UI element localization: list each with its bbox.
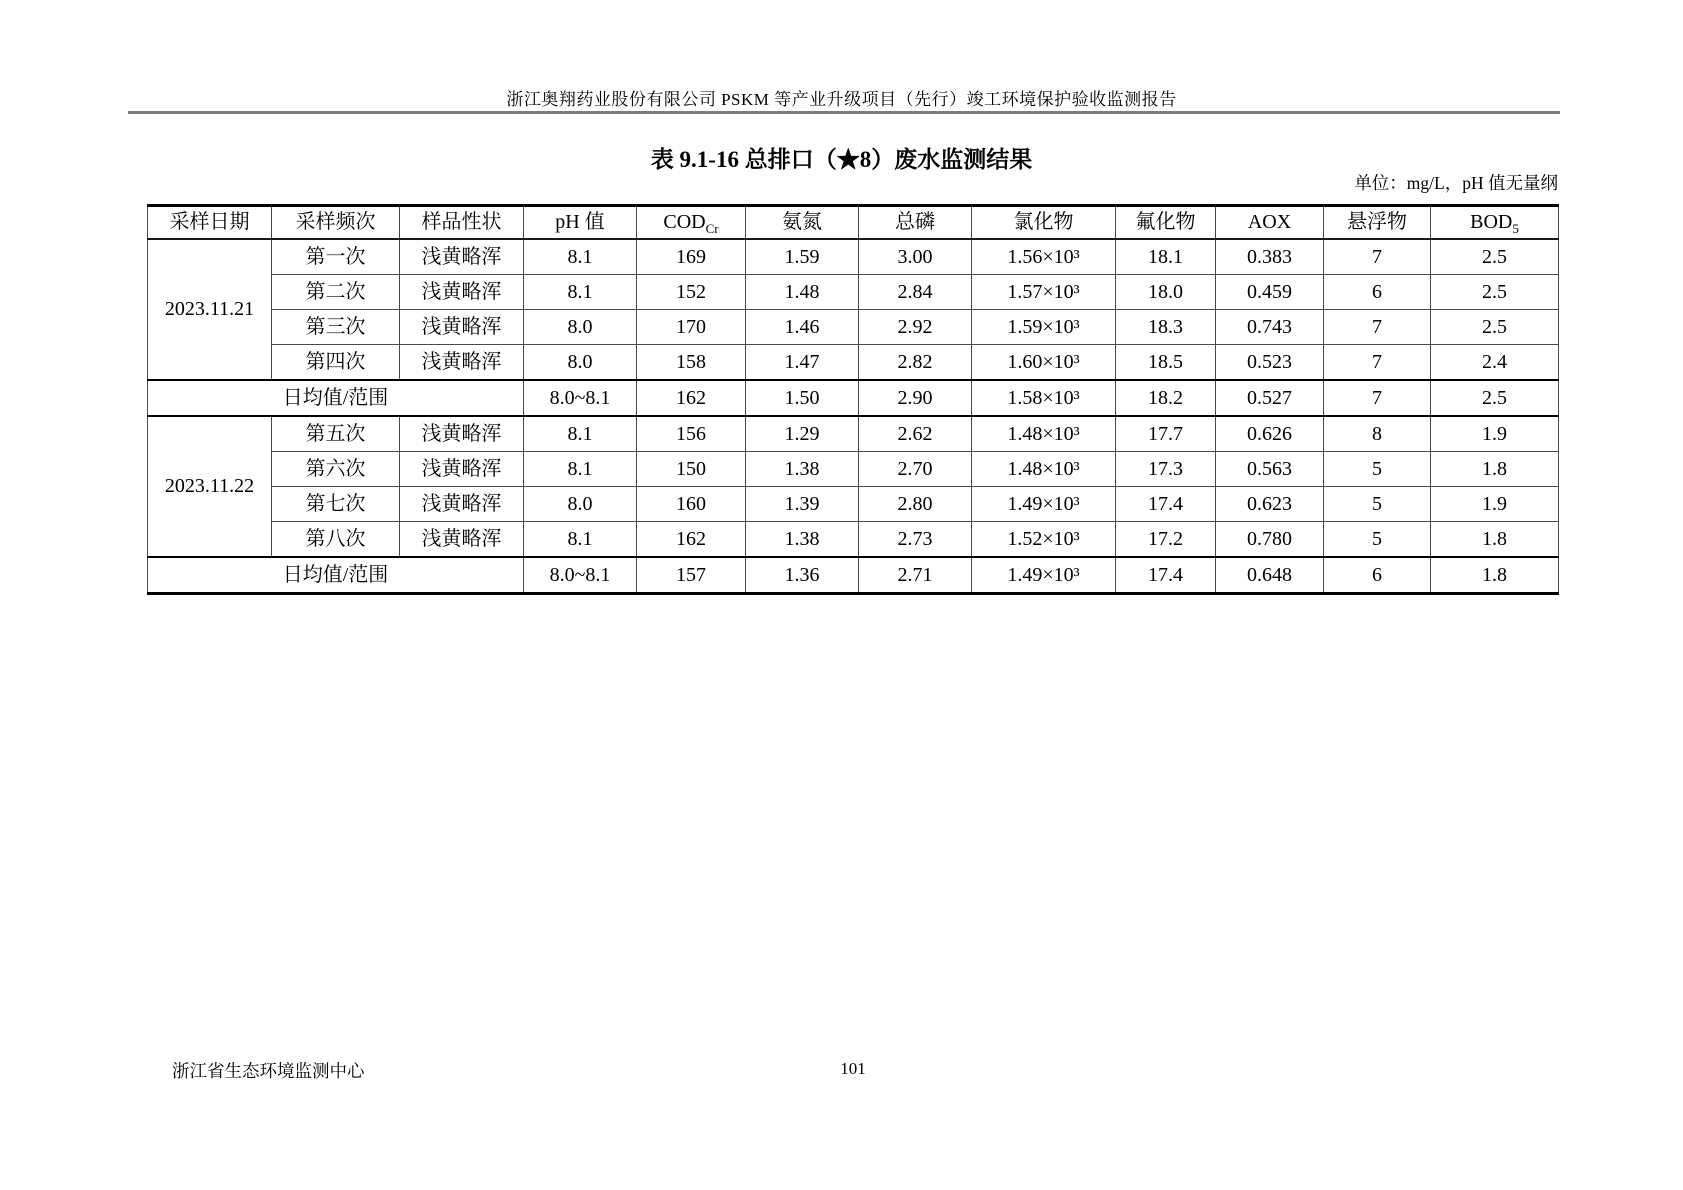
- document-header-text: 浙江奥翔药业股份有限公司 PSKM 等产业升级项目（先行）竣工环境保护验收监测报告: [506, 90, 1177, 109]
- col-header-sample-freq: 采样频次: [272, 206, 400, 240]
- table-cell: 17.4: [1116, 557, 1216, 594]
- table-cell: 1.9: [1431, 416, 1559, 452]
- table-cell: 第八次: [272, 522, 400, 558]
- table-cell: 2.71: [859, 557, 972, 594]
- table-cell: 1.49×10³: [972, 557, 1116, 594]
- col-header-sample-date: 采样日期: [148, 206, 272, 240]
- table-cell: 第一次: [272, 239, 400, 275]
- table-cell: 1.48: [746, 275, 859, 310]
- table-cell: 158: [637, 345, 746, 381]
- daily-average-label: 日均值/范围: [148, 380, 524, 416]
- table-cell: 浅黄略浑: [400, 487, 524, 522]
- table-cell: 1.8: [1431, 522, 1559, 558]
- table-cell: 8.0~8.1: [524, 380, 637, 416]
- table-cell: 浅黄略浑: [400, 239, 524, 275]
- table-cell: 2.5: [1431, 310, 1559, 345]
- table-cell: 第四次: [272, 345, 400, 381]
- col-header-ph: pH 值: [524, 206, 637, 240]
- table-cell: 8.0~8.1: [524, 557, 637, 594]
- table-cell: 1.58×10³: [972, 380, 1116, 416]
- table-title: 表 9.1-16 总排口（★8）废水监测结果: [650, 147, 1033, 172]
- table-cell: 160: [637, 487, 746, 522]
- table-cell: 150: [637, 452, 746, 487]
- table-cell: 2.80: [859, 487, 972, 522]
- table-cell: 17.2: [1116, 522, 1216, 558]
- table-cell: 18.5: [1116, 345, 1216, 381]
- table-cell: 8.1: [524, 239, 637, 275]
- table-row: [148, 487, 1559, 522]
- table-row: [148, 452, 1559, 487]
- daily-average-row: [148, 557, 1559, 594]
- table-cell: 18.2: [1116, 380, 1216, 416]
- table-cell: 6: [1324, 557, 1431, 594]
- table-cell: 2.5: [1431, 380, 1559, 416]
- table-cell: 1.36: [746, 557, 859, 594]
- table-cell: 3.00: [859, 239, 972, 275]
- table-cell: 1.57×10³: [972, 275, 1116, 310]
- table-cell: 156: [637, 416, 746, 452]
- table-cell: 8: [1324, 416, 1431, 452]
- table-cell: 0.527: [1216, 380, 1324, 416]
- table-row: [148, 522, 1559, 558]
- col-header-bod: $BOD_5$: [1431, 206, 1559, 240]
- table-cell: 8.0: [524, 487, 637, 522]
- table-cell: 1.39: [746, 487, 859, 522]
- table-cell: 8.0: [524, 310, 637, 345]
- table-cell: 152: [637, 275, 746, 310]
- table-cell: 162: [637, 522, 746, 558]
- table-cell: 8.0: [524, 345, 637, 381]
- wastewater-monitoring-table: [147, 204, 1559, 595]
- table-cell: 2.70: [859, 452, 972, 487]
- daily-average-row: [148, 380, 1559, 416]
- table-cell: 0.626: [1216, 416, 1324, 452]
- table-cell: 170: [637, 310, 746, 345]
- table-cell: 1.8: [1431, 557, 1559, 594]
- table-cell: 浅黄略浑: [400, 522, 524, 558]
- table-cell: 第二次: [272, 275, 400, 310]
- table-cell: 0.459: [1216, 275, 1324, 310]
- col-header-tp: 总磷: [859, 206, 972, 240]
- table-row: [148, 310, 1559, 345]
- table-cell: 8.1: [524, 275, 637, 310]
- sample-date-cell: 2023.11.21: [148, 239, 272, 380]
- table-cell: 2.4: [1431, 345, 1559, 381]
- table-cell: 1.56×10³: [972, 239, 1116, 275]
- table-cell: 浅黄略浑: [400, 310, 524, 345]
- table-cell: 1.8: [1431, 452, 1559, 487]
- footer-organization: 浙江省生态环境监测中心: [172, 1061, 365, 1081]
- table-cell: 2.5: [1431, 239, 1559, 275]
- table-cell: 0.623: [1216, 487, 1324, 522]
- table-cell: 1.59: [746, 239, 859, 275]
- table-cell: 1.47: [746, 345, 859, 381]
- table-cell: 1.48×10³: [972, 452, 1116, 487]
- table-cell: 0.743: [1216, 310, 1324, 345]
- col-header-cod: $COD_{Cr}$: [637, 206, 746, 240]
- header-divider: [128, 111, 1560, 114]
- table-row: [148, 239, 1559, 275]
- table-cell: 17.3: [1116, 452, 1216, 487]
- page-number: 101: [840, 1059, 866, 1078]
- col-header-ammonia: 氨氮: [746, 206, 859, 240]
- table-cell: 0.523: [1216, 345, 1324, 381]
- table-cell: 第三次: [272, 310, 400, 345]
- table-cell: 1.50: [746, 380, 859, 416]
- table-cell: 1.52×10³: [972, 522, 1116, 558]
- table-cell: 8.1: [524, 522, 637, 558]
- table-cell: 0.648: [1216, 557, 1324, 594]
- table-cell: 1.29: [746, 416, 859, 452]
- table-cell: 1.38: [746, 452, 859, 487]
- table-cell: 第五次: [272, 416, 400, 452]
- unit-note: 单位：mg/L，pH 值无量纲: [1354, 173, 1558, 193]
- table-cell: 浅黄略浑: [400, 275, 524, 310]
- table-cell: 2.5: [1431, 275, 1559, 310]
- table-cell: 第七次: [272, 487, 400, 522]
- col-header-chloride: 氯化物: [972, 206, 1116, 240]
- table-cell: 5: [1324, 487, 1431, 522]
- table-cell: 8.1: [524, 416, 637, 452]
- document-header: [0, 85, 1683, 110]
- daily-average-label: 日均值/范围: [148, 557, 524, 594]
- table-cell: 2.84: [859, 275, 972, 310]
- table-cell: 1.9: [1431, 487, 1559, 522]
- sample-date-cell: 2023.11.22: [148, 416, 272, 557]
- table-cell: 2.82: [859, 345, 972, 381]
- col-header-aox: AOX: [1216, 206, 1324, 240]
- table-cell: 浅黄略浑: [400, 452, 524, 487]
- table-cell: 2.90: [859, 380, 972, 416]
- table-cell: 0.780: [1216, 522, 1324, 558]
- table-header-row: [148, 206, 1559, 240]
- table-cell: 1.59×10³: [972, 310, 1116, 345]
- col-header-fluoride: 氟化物: [1116, 206, 1216, 240]
- table-cell: 1.48×10³: [972, 416, 1116, 452]
- table-cell: 169: [637, 239, 746, 275]
- table-cell: 7: [1324, 310, 1431, 345]
- table-cell: 7: [1324, 239, 1431, 275]
- table-cell: 2.62: [859, 416, 972, 452]
- table-cell: 18.0: [1116, 275, 1216, 310]
- table-cell: 5: [1324, 522, 1431, 558]
- table-cell: 1.38: [746, 522, 859, 558]
- table-cell: 2.73: [859, 522, 972, 558]
- table-cell: 浅黄略浑: [400, 345, 524, 381]
- table-cell: 7: [1324, 380, 1431, 416]
- table-row: [148, 275, 1559, 310]
- table-cell: 2.92: [859, 310, 972, 345]
- table-cell: 17.4: [1116, 487, 1216, 522]
- table-cell: 1.49×10³: [972, 487, 1116, 522]
- table-cell: 162: [637, 380, 746, 416]
- table-cell: 0.563: [1216, 452, 1324, 487]
- table-row: [148, 345, 1559, 381]
- table-cell: 8.1: [524, 452, 637, 487]
- table-row: [148, 416, 1559, 452]
- col-header-appearance: 样品性状: [400, 206, 524, 240]
- table-cell: 157: [637, 557, 746, 594]
- table-cell: 5: [1324, 452, 1431, 487]
- table-cell: 17.7: [1116, 416, 1216, 452]
- table-cell: 1.46: [746, 310, 859, 345]
- table-cell: 1.60×10³: [972, 345, 1116, 381]
- table-cell: 0.383: [1216, 239, 1324, 275]
- table-cell: 6: [1324, 275, 1431, 310]
- table-cell: 18.1: [1116, 239, 1216, 275]
- col-header-ss: 悬浮物: [1324, 206, 1431, 240]
- table-cell: 第六次: [272, 452, 400, 487]
- table-cell: 浅黄略浑: [400, 416, 524, 452]
- table-cell: 18.3: [1116, 310, 1216, 345]
- table-cell: 7: [1324, 345, 1431, 381]
